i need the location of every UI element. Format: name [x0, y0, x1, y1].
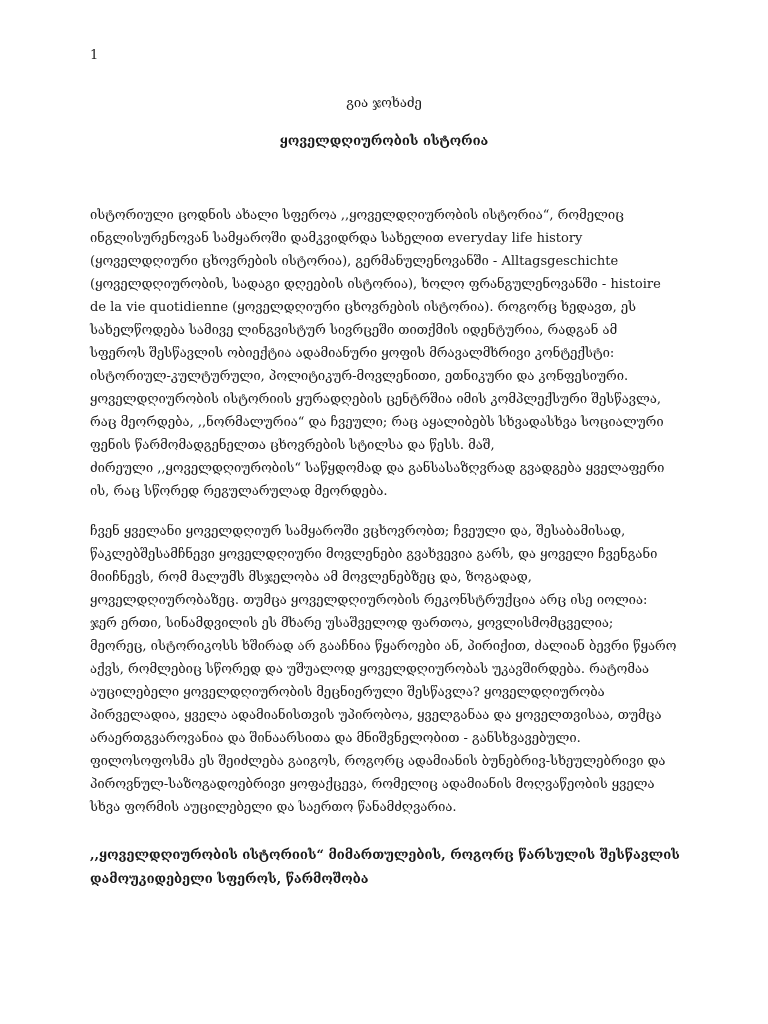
text-line: სხვა ფორმის აუცილებელი და საერთო წანამძღვარია.: [90, 800, 457, 815]
text-line: ინგლისურენოვან სამყაროში დამკვიდრდა სახელით everyday life history: [90, 231, 583, 246]
text-line: აქვს, რომლებიც სწორედ და უშუალოდ ყოველდღიურობას უკავშირდება. რატომაა: [90, 662, 650, 677]
text-line: წაკლებშესამჩნევი ყოველდღიური მოვლენები გვახვევია გარს, და ყოველი ჩვენგანი: [90, 547, 658, 562]
text-line: ყოველდღიურობაზეც. თუმცა ყოველდღიურობის რეკონსტრუქცია არც ისე იოლია:: [90, 593, 648, 608]
text-line: ისტორიულ-კულტურული, პოლიტიკურ-მოვლენითი, ეთნიკური და კონფესიური.: [90, 369, 629, 384]
text-line: სახელწოდება სამივე ლინგვისტურ სივრცეში თითქმის იდენტურია, რადგან ამ: [90, 323, 618, 338]
text-line: ისტორიული ცოდნის ახალი სფეროა ,,ყოველდღიურობის ისტორია“, რომელიც: [90, 208, 624, 223]
text-line: ჩვენ ყველანი ყოველდღიურ სამყაროში ვცხოვრობთ; ჩვეული და, შესაბამისად,: [90, 524, 626, 539]
text-line: ჯერ ერთი, სინამდვილის ეს მხარე უსაშველოდ ფართოა, ყოვლისმომცველია;: [90, 616, 614, 631]
text-line: რაც მეორდება, ,,ნორმალურია“ და ჩვეული; რაც აყალიბებს სხვადასხვა სოციალური: [90, 415, 664, 430]
document-title: ყოველდღიურობის ისტორია: [279, 134, 489, 149]
text-line: de la vie quotidienne (ყოველდღიური ცხოვრების ისტორია). როგორც ხედავთ, ეს: [90, 300, 637, 315]
paragraph-1: [90, 204, 682, 503]
text-line: აუცილებელი ყოველდღიურობის მეცნიერული შესწავლა? ყოველდღიურობა: [90, 685, 605, 700]
text-line: ძირეული ,,ყოველდღიურობის“ საწყდომად და განსასაზღვრად გვადგება ყველაფერი: [90, 461, 665, 476]
section-heading: [90, 844, 682, 892]
text-line: სფეროს შესწავლის ობიექტია ადამიანური ყოფის მრავალმხრივი კონტექსტი:: [90, 346, 615, 361]
text-line: (ყოველდღიურობის, სადაგი დღეების ისტორია), ხოლო ფრანგულენოვანში - histoire: [90, 277, 661, 292]
paragraph-2: [90, 520, 682, 819]
author-name: გია ჯოხაძე: [346, 96, 422, 111]
text-line: ყოველდღიურობის ისტორიის ყურადღების ცენტრშია იმის კომპლექსური შესწავლა,: [90, 392, 661, 407]
text-line: პირველადია, ყველა ადამიანისთვის უპირობოა, ყველგანაა და ყოველთვისაა, თუმცა: [90, 708, 662, 723]
text-line: (ყოველდღიური ცხოვრების ისტორია), გერმანულენოვანში - Alltagsgeschichte: [90, 254, 619, 269]
text-line: მეორეც, ისტორიკოსს ხშირად არ გააჩნია წყაროები ან, პირიქით, ძალიან ბევრი წყარო: [90, 639, 677, 654]
page-number: 1: [90, 48, 99, 63]
text-line: არაერთგვაროვანია და შინაარსითა და მნიშვნელობით - განსხვავებული.: [90, 731, 581, 746]
text-line: პიროვნულ-საზოგადოებრივი ყოფაქცევა, რომელიც ადამიანის მოღვაწეობის ყველა: [90, 777, 655, 792]
text-line: ფენის წარმომადგენელთა ცხოვრების სტილსა და წესს. მაშ,: [90, 438, 495, 453]
text-line: ფილოსოფოსმა ეს შეიძლება გაიგოს, როგორც ადამიანის ბუნებრივ-სხეულებრივი და: [90, 754, 666, 769]
text-line: მიიჩნევს, რომ მალუმს მსჯელობა ამ მოვლენებზეც და, ზოგადად,: [90, 570, 532, 585]
heading-line: დამოუკიდებელი სფეროს, წარმოშობა: [90, 872, 369, 887]
heading-line: ,,ყოველდღიურობის ისტორიის“ მიმართულების, როგორც წარსულის შესწავლის: [90, 848, 680, 863]
text-line: ის, რაც სწორედ რეგულარულად მეორდება.: [90, 484, 388, 499]
